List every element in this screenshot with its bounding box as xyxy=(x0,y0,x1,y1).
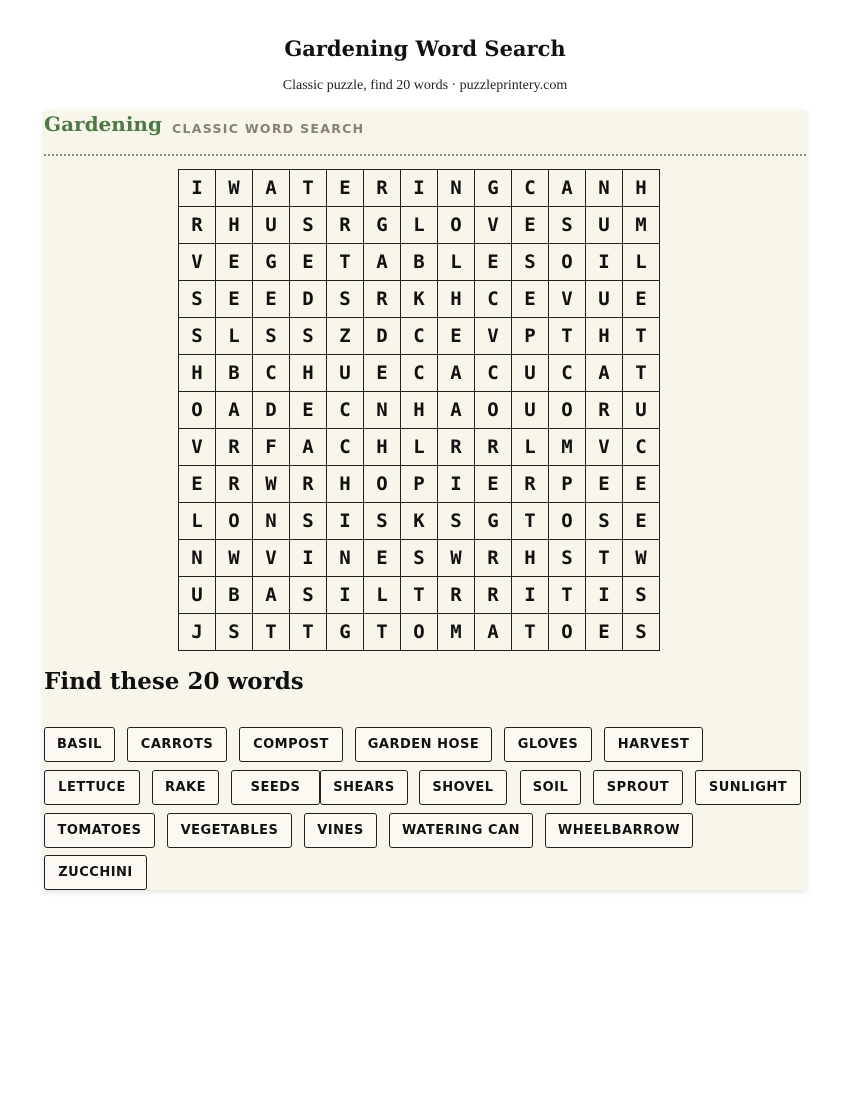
grid-cell[interactable]: R xyxy=(364,170,401,207)
grid-cell[interactable]: S xyxy=(623,577,660,614)
grid-cell[interactable]: O xyxy=(549,503,586,540)
word-chip[interactable]: WHEELBARROW xyxy=(545,813,693,848)
grid-cell[interactable]: E xyxy=(327,170,364,207)
grid-cell[interactable]: T xyxy=(549,318,586,355)
grid-cell[interactable]: D xyxy=(253,392,290,429)
grid-cell[interactable]: S xyxy=(586,503,623,540)
word-chip[interactable]: GARDEN HOSE xyxy=(355,727,492,762)
grid-cell[interactable]: A xyxy=(586,355,623,392)
word-chip[interactable]: BASIL xyxy=(44,727,115,762)
grid-cell[interactable]: O xyxy=(179,392,216,429)
word-chip[interactable]: VEGETABLES xyxy=(167,813,292,848)
grid-cell[interactable]: T xyxy=(253,614,290,651)
grid-cell[interactable]: L xyxy=(179,503,216,540)
word-chip[interactable]: ZUCCHINI xyxy=(44,855,147,890)
grid-cell[interactable]: V xyxy=(253,540,290,577)
grid-cell[interactable]: F xyxy=(253,429,290,466)
grid-cell[interactable]: A xyxy=(364,244,401,281)
grid-cell[interactable]: H xyxy=(623,170,660,207)
grid-cell[interactable]: H xyxy=(438,281,475,318)
grid-cell[interactable]: I xyxy=(512,577,549,614)
grid-cell[interactable]: P xyxy=(549,466,586,503)
grid-cell[interactable]: R xyxy=(216,466,253,503)
grid-cell[interactable]: N xyxy=(586,170,623,207)
grid-cell[interactable]: S xyxy=(290,503,327,540)
grid-cell[interactable]: N xyxy=(253,503,290,540)
page-title: Gardening Word Search xyxy=(284,36,566,61)
grid-cell[interactable]: V xyxy=(179,244,216,281)
word-chip[interactable]: SUNLIGHT xyxy=(695,770,801,805)
grid-cell[interactable]: E xyxy=(623,503,660,540)
grid-cell[interactable]: H xyxy=(401,392,438,429)
grid-cell[interactable]: W xyxy=(216,540,253,577)
grid-cell[interactable]: S xyxy=(512,244,549,281)
grid-cell[interactable]: D xyxy=(364,318,401,355)
grid-cell[interactable]: C xyxy=(549,355,586,392)
grid-cell[interactable]: T xyxy=(290,170,327,207)
grid-cell[interactable]: W xyxy=(216,170,253,207)
grid-cell[interactable]: P xyxy=(401,466,438,503)
grid-cell[interactable]: E xyxy=(512,207,549,244)
grid-cell[interactable]: H xyxy=(327,466,364,503)
grid-cell[interactable]: A xyxy=(290,429,327,466)
grid-cell[interactable]: S xyxy=(401,540,438,577)
grid-cell[interactable]: M xyxy=(549,429,586,466)
word-chip[interactable]: SHEARS xyxy=(320,770,408,805)
word-bank-heading: Find these 20 words xyxy=(44,668,304,695)
grid-cell[interactable]: G xyxy=(253,244,290,281)
grid-cell[interactable]: W xyxy=(438,540,475,577)
grid-cell[interactable]: E xyxy=(586,614,623,651)
grid-cell[interactable]: K xyxy=(401,281,438,318)
grid-cell[interactable]: U xyxy=(512,392,549,429)
grid-cell[interactable]: H xyxy=(512,540,549,577)
grid-cell[interactable]: H xyxy=(364,429,401,466)
grid-cell[interactable]: S xyxy=(438,503,475,540)
grid-cell[interactable]: U xyxy=(253,207,290,244)
grid-cell[interactable]: C xyxy=(401,318,438,355)
grid-cell[interactable]: O xyxy=(549,392,586,429)
grid-cell[interactable]: S xyxy=(179,318,216,355)
grid-cell[interactable]: C xyxy=(623,429,660,466)
grid-cell[interactable]: R xyxy=(290,466,327,503)
grid-cell[interactable]: C xyxy=(475,281,512,318)
grid-cell[interactable]: L xyxy=(401,429,438,466)
grid-cell[interactable]: L xyxy=(216,318,253,355)
grid-cell[interactable]: H xyxy=(216,207,253,244)
grid-cell[interactable]: S xyxy=(364,503,401,540)
grid-cell[interactable]: G xyxy=(364,207,401,244)
grid-cell[interactable]: L xyxy=(438,244,475,281)
grid-cell[interactable]: T xyxy=(549,577,586,614)
grid-cell[interactable]: E xyxy=(216,281,253,318)
grid-cell[interactable]: A xyxy=(216,392,253,429)
grid-cell[interactable]: I xyxy=(327,577,364,614)
grid-cell[interactable]: C xyxy=(512,170,549,207)
grid-cell[interactable]: B xyxy=(216,577,253,614)
grid-cell[interactable]: E xyxy=(475,244,512,281)
grid-cell[interactable]: T xyxy=(586,540,623,577)
grid-cell[interactable]: T xyxy=(512,503,549,540)
grid-cell[interactable]: L xyxy=(512,429,549,466)
grid-cell[interactable]: A xyxy=(438,392,475,429)
grid-cell[interactable]: V xyxy=(475,207,512,244)
grid-cell[interactable]: T xyxy=(401,577,438,614)
grid-cell[interactable]: U xyxy=(512,355,549,392)
grid-cell[interactable]: U xyxy=(327,355,364,392)
grid-cell[interactable]: R xyxy=(475,577,512,614)
grid-cell[interactable]: C xyxy=(475,355,512,392)
grid-cell[interactable]: L xyxy=(401,207,438,244)
grid-cell[interactable]: K xyxy=(401,503,438,540)
grid-cell[interactable]: E xyxy=(475,466,512,503)
grid-cell[interactable]: I xyxy=(438,466,475,503)
grid-cell[interactable]: E xyxy=(253,281,290,318)
grid-cell[interactable]: E xyxy=(179,466,216,503)
grid-cell[interactable]: A xyxy=(253,577,290,614)
grid-cell[interactable]: V xyxy=(549,281,586,318)
letter-grid xyxy=(178,169,660,651)
grid-cell[interactable]: S xyxy=(549,540,586,577)
grid-cell[interactable]: T xyxy=(623,355,660,392)
grid-cell[interactable]: N xyxy=(438,170,475,207)
grid-cell[interactable]: G xyxy=(475,503,512,540)
grid-cell[interactable]: I xyxy=(290,540,327,577)
grid-cell[interactable]: N xyxy=(179,540,216,577)
grid-cell[interactable]: T xyxy=(364,614,401,651)
grid-cell[interactable]: W xyxy=(253,466,290,503)
grid-cell[interactable]: S xyxy=(290,207,327,244)
grid-cell[interactable]: N xyxy=(327,540,364,577)
word-chip[interactable]: CARROTS xyxy=(127,727,227,762)
grid-cell[interactable]: O xyxy=(549,614,586,651)
card-title: Gardening xyxy=(44,112,162,136)
word-chip[interactable]: SHOVEL xyxy=(419,770,507,805)
grid-cell[interactable]: O xyxy=(364,466,401,503)
grid-cell[interactable]: G xyxy=(327,614,364,651)
grid-cell[interactable]: R xyxy=(179,207,216,244)
grid-cell[interactable]: I xyxy=(179,170,216,207)
word-chip[interactable]: SOIL xyxy=(520,770,581,805)
grid-cell[interactable]: E xyxy=(438,318,475,355)
grid-cell[interactable]: D xyxy=(290,281,327,318)
grid-cell[interactable]: O xyxy=(475,392,512,429)
grid-cell[interactable]: S xyxy=(253,318,290,355)
word-chip[interactable]: TOMATOES xyxy=(44,813,155,848)
grid-cell[interactable]: E xyxy=(623,281,660,318)
word-chip[interactable]: WATERING CAN xyxy=(389,813,533,848)
puzzle-card xyxy=(44,110,806,890)
word-chip[interactable]: SEEDS xyxy=(231,770,320,805)
grid-cell[interactable]: O xyxy=(549,244,586,281)
grid-cell[interactable]: U xyxy=(586,207,623,244)
grid-cell[interactable]: V xyxy=(586,429,623,466)
word-chip[interactable]: GLOVES xyxy=(504,727,592,762)
grid-cell[interactable]: R xyxy=(586,392,623,429)
grid-cell[interactable]: C xyxy=(401,355,438,392)
word-chip[interactable]: COMPOST xyxy=(239,727,343,762)
grid-cell[interactable]: R xyxy=(364,281,401,318)
grid-cell[interactable]: H xyxy=(179,355,216,392)
grid-cell[interactable]: T xyxy=(290,614,327,651)
grid-cell[interactable]: W xyxy=(623,540,660,577)
grid-cell[interactable]: M xyxy=(623,207,660,244)
word-chip[interactable]: LETTUCE xyxy=(44,770,140,805)
word-chip[interactable]: HARVEST xyxy=(604,727,703,762)
grid-cell[interactable]: P xyxy=(512,318,549,355)
grid-cell[interactable]: V xyxy=(475,318,512,355)
grid-cell[interactable]: S xyxy=(549,207,586,244)
grid-cell[interactable]: A xyxy=(549,170,586,207)
grid-cell[interactable]: C xyxy=(327,392,364,429)
grid-cell[interactable]: S xyxy=(327,281,364,318)
grid-cell[interactable]: I xyxy=(586,577,623,614)
grid-cell[interactable]: S xyxy=(290,577,327,614)
grid-cell[interactable]: M xyxy=(438,614,475,651)
grid-cell[interactable]: E xyxy=(216,244,253,281)
grid-cell[interactable]: E xyxy=(623,466,660,503)
grid-cell[interactable]: H xyxy=(586,318,623,355)
grid-cell[interactable]: S xyxy=(179,281,216,318)
grid-cell[interactable]: O xyxy=(438,207,475,244)
grid-cell[interactable]: O xyxy=(401,614,438,651)
grid-cell[interactable]: J xyxy=(179,614,216,651)
grid-cell[interactable]: C xyxy=(327,429,364,466)
grid-cell[interactable]: E xyxy=(290,392,327,429)
grid-cell[interactable]: I xyxy=(586,244,623,281)
grid-cell[interactable]: S xyxy=(290,318,327,355)
grid-cell[interactable]: R xyxy=(475,429,512,466)
grid-cell[interactable]: E xyxy=(512,281,549,318)
grid-cell[interactable]: A xyxy=(438,355,475,392)
grid-cell[interactable]: Z xyxy=(327,318,364,355)
word-chip[interactable]: RAKE xyxy=(152,770,219,805)
grid-cell[interactable]: E xyxy=(290,244,327,281)
grid-cell[interactable]: V xyxy=(179,429,216,466)
grid-cell[interactable]: O xyxy=(216,503,253,540)
grid-cell[interactable]: T xyxy=(623,318,660,355)
grid-cell[interactable]: U xyxy=(179,577,216,614)
page-subtitle: Classic puzzle, find 20 words · puzzleprintery.com xyxy=(282,78,568,93)
grid-cell[interactable]: B xyxy=(401,244,438,281)
word-chip[interactable]: VINES xyxy=(304,813,377,848)
grid-cell[interactable]: C xyxy=(253,355,290,392)
grid-cell[interactable]: E xyxy=(586,466,623,503)
grid-cell[interactable]: T xyxy=(327,244,364,281)
grid-cell[interactable]: E xyxy=(364,540,401,577)
card-header xyxy=(44,110,806,156)
grid-cell[interactable]: A xyxy=(253,170,290,207)
grid-cell[interactable]: B xyxy=(216,355,253,392)
grid-cell[interactable]: S xyxy=(623,614,660,651)
grid-cell[interactable]: R xyxy=(216,429,253,466)
grid-cell[interactable]: L xyxy=(623,244,660,281)
grid-cell[interactable]: I xyxy=(327,503,364,540)
grid-cell[interactable]: A xyxy=(475,614,512,651)
grid-cell[interactable]: E xyxy=(364,355,401,392)
grid-cell[interactable]: G xyxy=(475,170,512,207)
grid-cell[interactable]: R xyxy=(475,540,512,577)
grid-cell[interactable]: R xyxy=(438,429,475,466)
grid-cell[interactable]: I xyxy=(401,170,438,207)
grid-cell[interactable]: R xyxy=(512,466,549,503)
grid-cell[interactable]: R xyxy=(327,207,364,244)
grid-cell[interactable]: L xyxy=(364,577,401,614)
grid-cell[interactable]: R xyxy=(438,577,475,614)
grid-cell[interactable]: U xyxy=(623,392,660,429)
card-kicker: CLASSIC WORD SEARCH xyxy=(172,121,365,136)
grid-cell[interactable]: N xyxy=(364,392,401,429)
grid-cell[interactable]: U xyxy=(586,281,623,318)
grid-cell[interactable]: S xyxy=(216,614,253,651)
grid-cell[interactable]: T xyxy=(512,614,549,651)
grid-cell[interactable]: H xyxy=(290,355,327,392)
word-chip[interactable]: SPROUT xyxy=(593,770,683,805)
